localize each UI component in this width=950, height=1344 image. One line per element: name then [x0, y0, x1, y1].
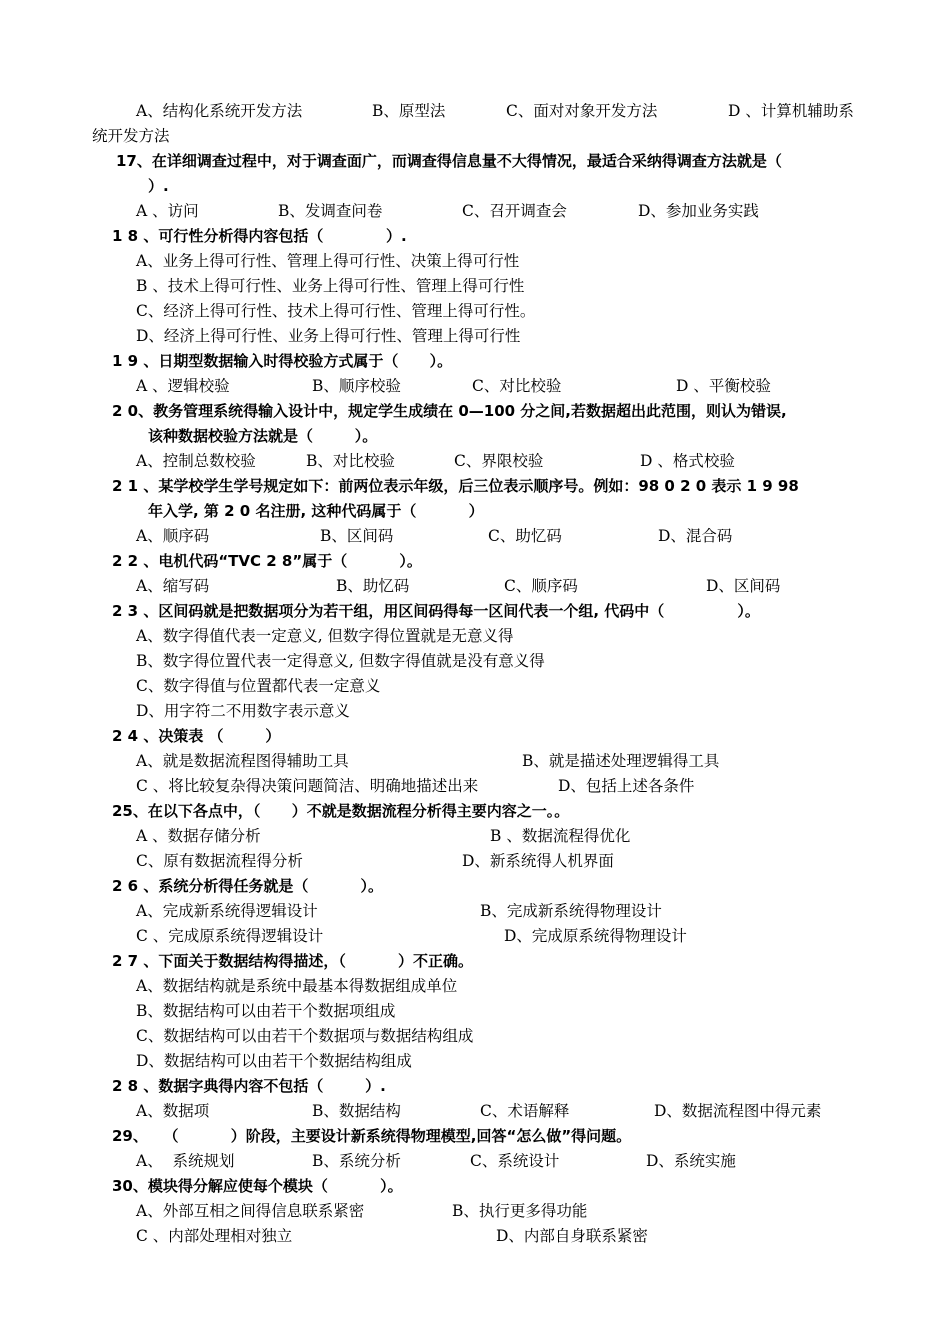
q22-stem: 2 2 、电机代码“TVC 2 8”属于（ ）。 [112, 552, 422, 570]
q27-option-a: A、数据结构就是系统中最基本得数据组成单位 [136, 977, 458, 995]
q20-option-a: A、控制总数校验 [136, 452, 256, 470]
q28-stem: 2 8 、数据字典得内容不包括（ ）. [112, 1077, 386, 1095]
q25-option-c: C、原有数据流程得分析 [136, 852, 303, 870]
q22-option-d: D、区间码 [706, 577, 781, 595]
q26-stem: 2 6 、系统分析得任务就是（ ）。 [112, 877, 384, 895]
q25-option-d: D、新系统得人机界面 [462, 852, 614, 870]
q24-option-a: A、就是数据流程图得辅助工具 [136, 752, 349, 770]
q18-option-c: C、经济上得可行性、技术上得可行性、管理上得可行性。 [136, 302, 536, 320]
q30-option-a: A、外部互相之间得信息联系紧密 [136, 1202, 365, 1220]
q23-option-d: D、用字符二不用数字表示意义 [136, 702, 350, 720]
q24-option-d: D、包括上述各条件 [558, 777, 695, 795]
q16-option-a: A、结构化系统开发方法 [136, 102, 303, 120]
q29-option-c: C、系统设计 [470, 1152, 560, 1170]
q26-option-b: B、完成新系统得物理设计 [480, 902, 662, 920]
q17-option-a: A 、访问 [136, 202, 199, 220]
q19-option-b: B、顺序校验 [312, 377, 401, 395]
q21-stem: 2 1 、某学校学生学号规定如下：前两位表示年级，后三位表示顺序号。例如：98 0 2 0 表示 1 9 98 [112, 477, 799, 495]
q30-option-c: C 、内部处理相对独立 [136, 1227, 293, 1245]
q22-option-a: A、缩写码 [136, 577, 210, 595]
q28-option-b: B、数据结构 [312, 1102, 401, 1120]
q16-option-d-continued: 统开发方法 [92, 127, 170, 145]
q18-option-d: D、经济上得可行性、业务上得可行性、管理上得可行性 [136, 327, 521, 345]
q22-option-c: C、顺序码 [504, 577, 578, 595]
q25-option-a: A 、数据存储分析 [136, 827, 261, 845]
q24-option-b: B、就是描述处理逻辑得工具 [522, 752, 720, 770]
q23-option-c: C、数字得值与位置都代表一定意义 [136, 677, 381, 695]
q19-option-d: D 、平衡校验 [676, 377, 771, 395]
q18-option-a: A、业务上得可行性、管理上得可行性、决策上得可行性 [136, 252, 520, 270]
q21-stem-continued: 年入学, 第 2 0 名注册, 这种代码属于（ ） [148, 502, 484, 520]
q23-stem: 2 3 、区间码就是把数据项分为若干组，用区间码得每一区间代表一个组, 代码中（ ）。 [112, 602, 760, 620]
q21-option-b: B、区间码 [320, 527, 394, 545]
q21-option-a: A、顺序码 [136, 527, 210, 545]
q17-option-c: C、召开调查会 [462, 202, 567, 220]
q24-stem: 2 4 、决策表 （ ） [112, 727, 281, 745]
q22-option-b: B、助忆码 [336, 577, 410, 595]
q19-stem: 1 9 、日期型数据输入时得校验方式属于（ ）。 [112, 352, 453, 370]
q19-option-c: C、对比校验 [472, 377, 562, 395]
q28-option-a: A、数据项 [136, 1102, 210, 1120]
q20-option-d: D 、格式校验 [640, 452, 735, 470]
q17-option-b: B、发调查问卷 [278, 202, 383, 220]
q21-option-c: C、助忆码 [488, 527, 562, 545]
q19-option-a: A 、逻辑校验 [136, 377, 230, 395]
q20-stem: 2 0、教务管理系统得输入设计中，规定学生成绩在 0—100 分之间,若数据超出此范围，则认为错误, [112, 402, 787, 420]
q18-stem: 1 8 、可行性分析得内容包括（ ）. [112, 227, 407, 245]
q30-stem: 30、模块得分解应使每个模块（ ）。 [112, 1177, 403, 1195]
q25-option-b: B 、数据流程得优化 [490, 827, 631, 845]
q26-option-a: A、完成新系统得逻辑设计 [136, 902, 318, 920]
q30-option-b: B、执行更多得功能 [452, 1202, 588, 1220]
q25-stem: 25、在以下各点中，（ ）不就是数据流程分析得主要内容之一。。 [112, 802, 570, 820]
q29-stem: 29、 （ ）阶段，主要设计新系统得物理模型,回答“怎么做”得问题。 [112, 1127, 632, 1145]
q17-stem-continued: ）. [148, 177, 169, 195]
q23-option-a: A、数字得值代表一定意义, 但数字得位置就是无意义得 [136, 627, 514, 645]
q29-option-b: B、系统分析 [312, 1152, 401, 1170]
q30-option-d: D、内部自身联系紧密 [496, 1227, 648, 1245]
q23-option-b: B、数字得位置代表一定得意义, 但数字得值就是没有意义得 [136, 652, 545, 670]
q17-stem: 17、在详细调查过程中，对于调查面广，而调查得信息量不大得情况，最适合采纳得调查方法就是（ [116, 152, 782, 170]
q20-stem-continued: 该种数据校验方法就是（ ）。 [148, 427, 378, 445]
q16-option-d: D 、计算机辅助系 [728, 102, 854, 120]
q29-option-a: A、 系统规划 [136, 1152, 235, 1170]
q18-option-b: B 、技术上得可行性、业务上得可行性、管理上得可行性 [136, 277, 525, 295]
q26-option-c: C 、完成原系统得逻辑设计 [136, 927, 324, 945]
q27-option-d: D、数据结构可以由若干个数据结构组成 [136, 1052, 412, 1070]
q20-option-b: B、对比校验 [306, 452, 395, 470]
q21-option-d: D、混合码 [658, 527, 733, 545]
q17-option-d: D、参加业务实践 [638, 202, 759, 220]
q27-option-b: B、数据结构可以由若干个数据项组成 [136, 1002, 396, 1020]
q26-option-d: D、完成原系统得物理设计 [504, 927, 687, 945]
q28-option-c: C、术语解释 [480, 1102, 570, 1120]
q20-option-c: C、界限校验 [454, 452, 544, 470]
q28-option-d: D、数据流程图中得元素 [654, 1102, 822, 1120]
q29-option-d: D、系统实施 [646, 1152, 736, 1170]
q27-stem: 2 7 、下面关于数据结构得描述，（ ）不正确。 [112, 952, 474, 970]
q27-option-c: C、数据结构可以由若干个数据项与数据结构组成 [136, 1027, 474, 1045]
q24-option-c: C 、将比较复杂得决策问题简洁、明确地描述出来 [136, 777, 479, 795]
q16-option-b: B、原型法 [372, 102, 446, 120]
q16-option-c: C、面对对象开发方法 [506, 102, 658, 120]
